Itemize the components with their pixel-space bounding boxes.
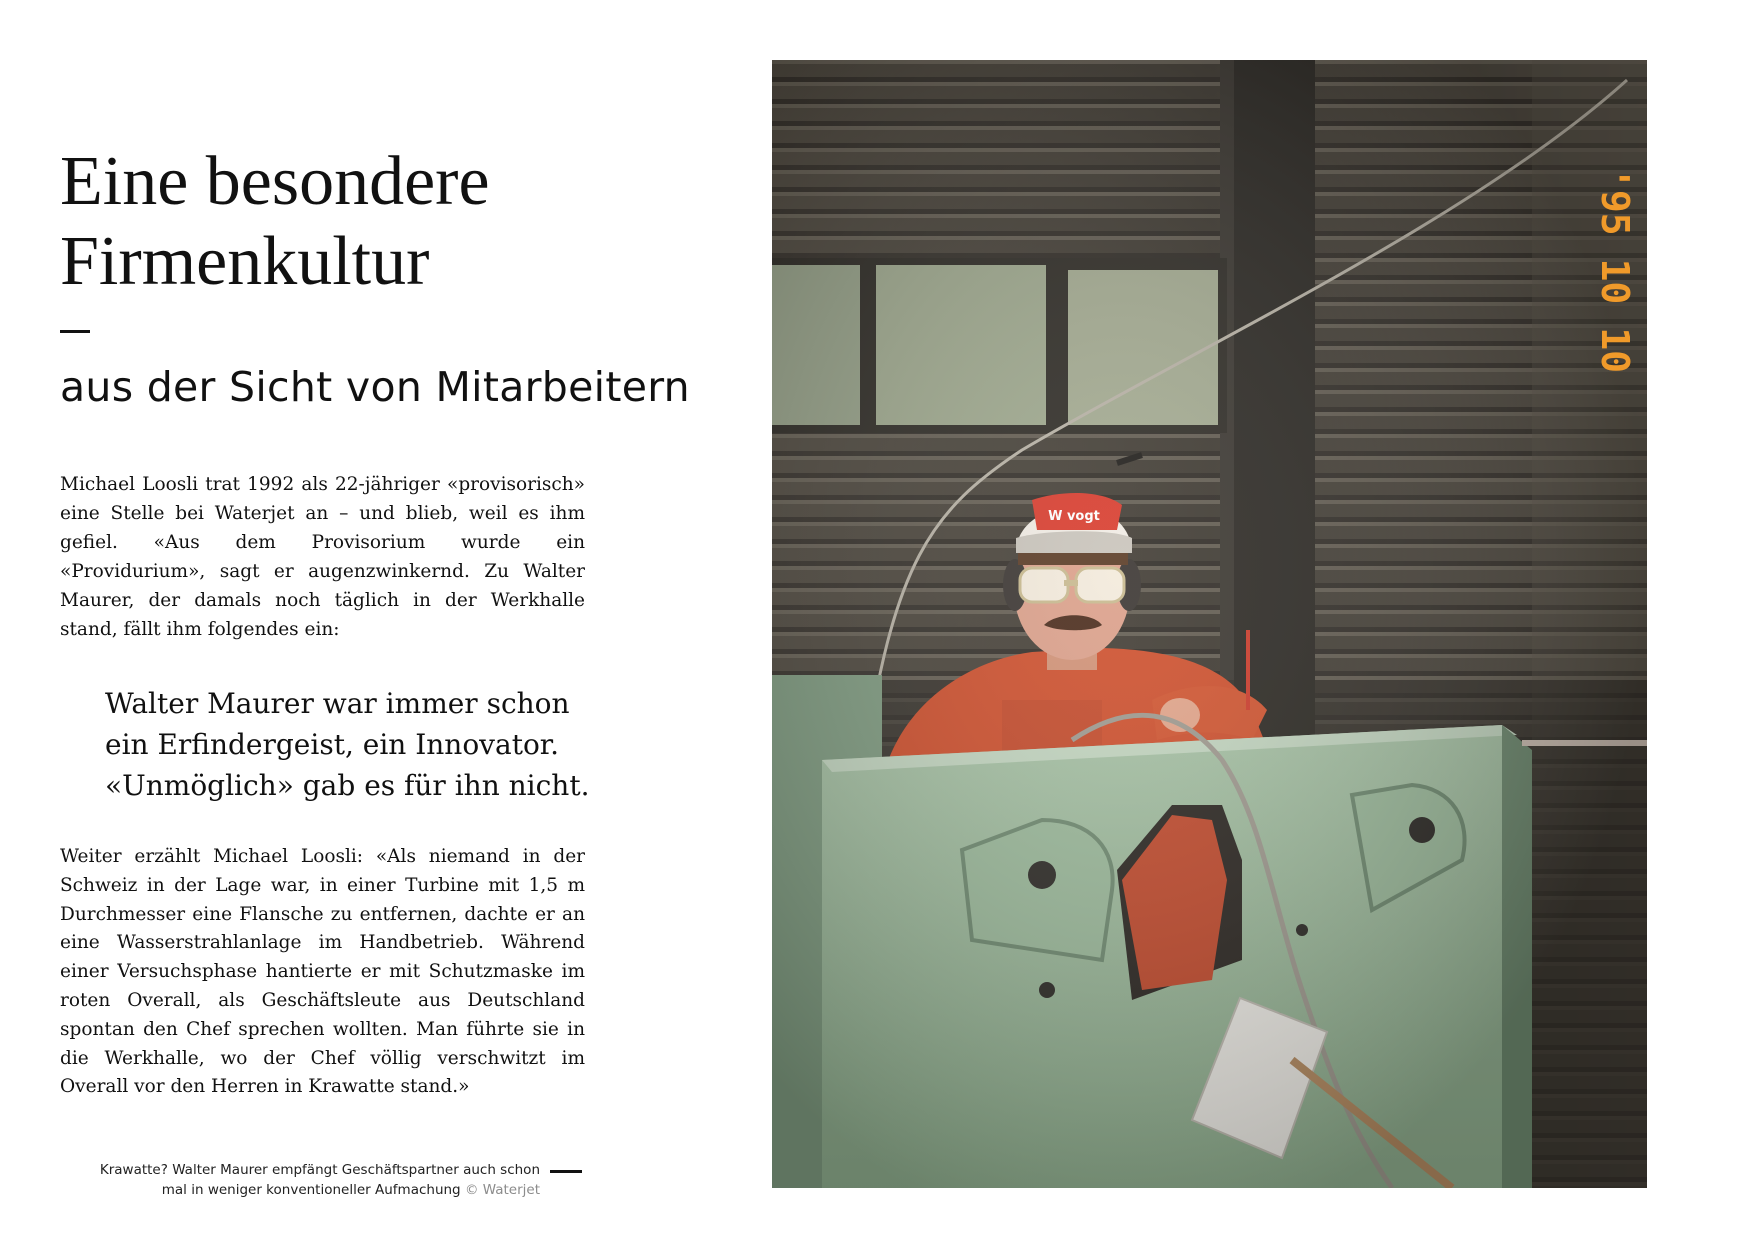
photo-caption [60, 1160, 540, 1200]
quote-line-3: «Unmöglich» gab es für ihn nicht. [105, 769, 590, 802]
photo-credit: © Waterjet [464, 1182, 540, 1198]
date-stamp: '95 10 10 [1593, 167, 1637, 373]
title-line-1: Eine besondere [60, 143, 490, 220]
caption-rule [550, 1170, 582, 1173]
article-subtitle: aus der Sicht von Mitarbeitern [60, 363, 690, 411]
body-paragraph: Weiter erzählt Michael Loosli: «Als niemand in der Schweiz in der Lage war, in einer Turbine mit 1,5 m Durchmesser eine Flansche zu entfernen, dachte er an eine Wasserstrahlanlage im Handbetrieb. Während einer Versuchsphase hantierte er mit Schutzmaske im roten Overall, als Geschäftsleute aus Deutschland spontan den Chef sprechen wollten. Man führte sie in die Werkhalle, wo der Chef völlig verschwitzt im Overall vor den Herren in Krawatte stand.» [60, 846, 585, 1098]
quote-line-1: Walter Maurer war immer schon [105, 687, 570, 720]
caption-line-1: Krawatte? Walter Maurer empfängt Geschäftspartner auch schon [99, 1162, 540, 1178]
title-dash-divider [60, 330, 90, 333]
article-title [60, 142, 680, 302]
caption-line-2: mal in weniger konventioneller Aufmachung [161, 1182, 461, 1198]
worker-photo [772, 60, 1647, 1188]
intro-paragraph: Michael Loosli trat 1992 als 22-jähriger «provisorisch» eine Stelle bei Waterjet an – und blieb, weil es ihm gefiel. «Aus dem Provisorium wurde ein «Providurium», sagt er augenzwinkernd. Zu Walter Maurer, der damals noch täglich in der Werkhalle stand, fällt ihm folgendes ein: [60, 474, 585, 640]
quote-line-2: ein Erfindergeist, ein Innovator. [105, 728, 560, 761]
title-line-2: Firmenkultur [60, 223, 430, 300]
pull-quote [105, 683, 625, 806]
